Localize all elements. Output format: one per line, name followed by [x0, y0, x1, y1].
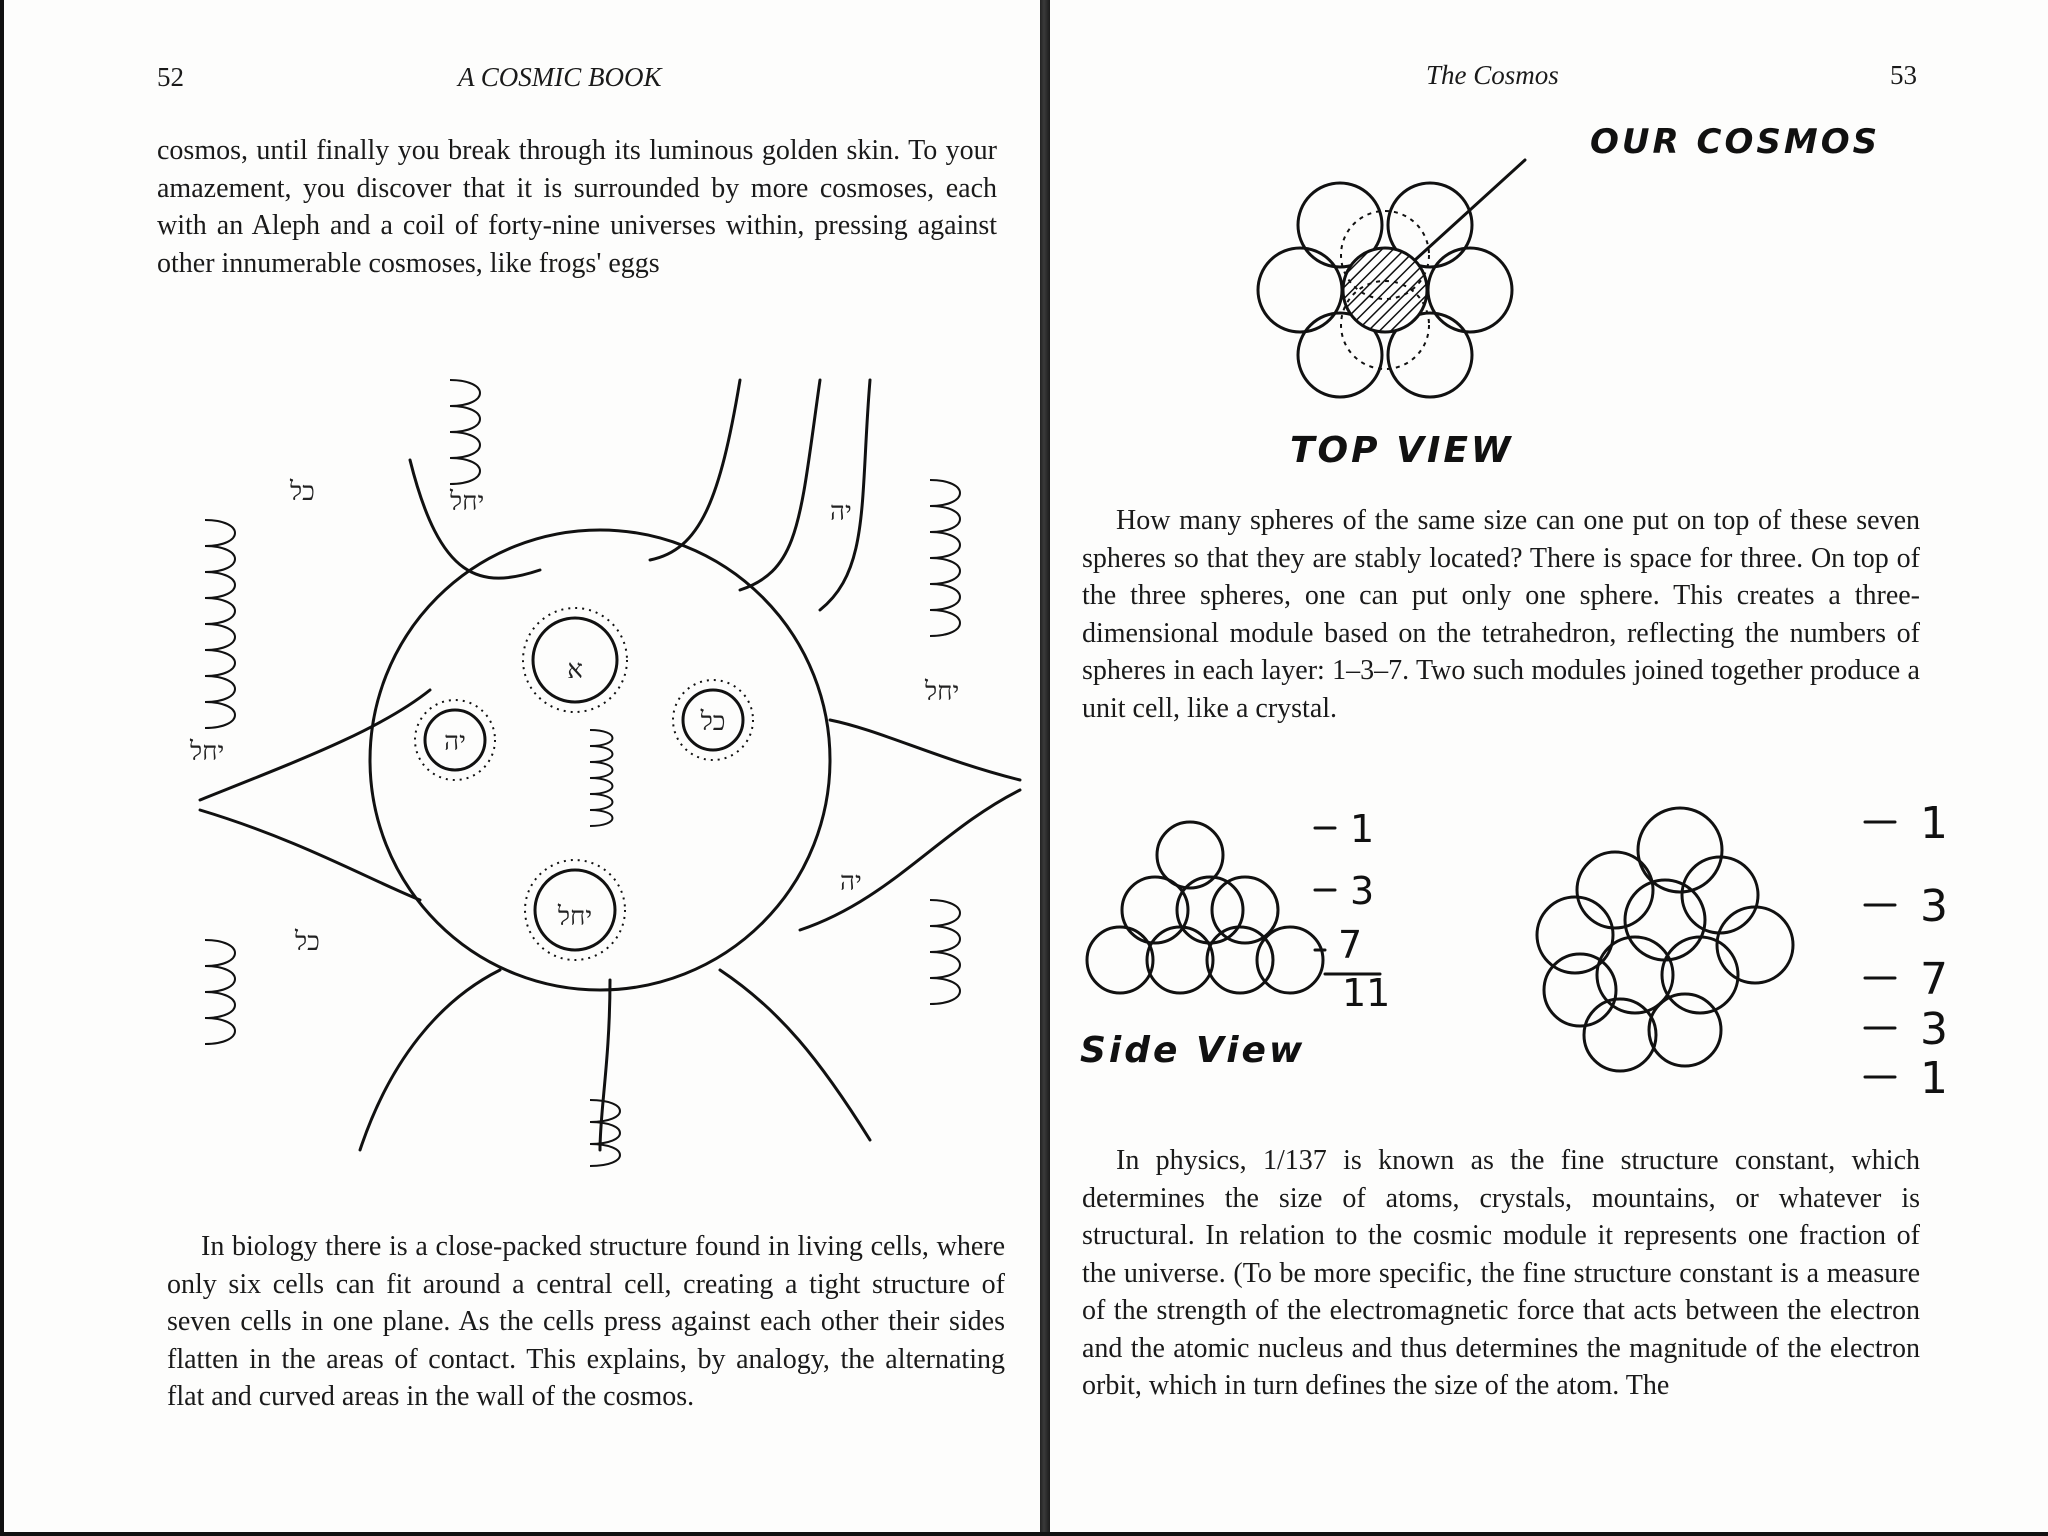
aleph-sunburst [523, 608, 627, 712]
right-paragraph-bottom: In physics, 1/137 is known as the fine structure constant, which determines the size of atoms, crystals, mountains, or whatever is structural. In relation to the cosmic module it represents one fraction of the universe. (To be more specific, the fine structure constant is a measure of the strength of the electromagnetic force that acts between the electron and the atomic nucleus and thus determines the magnitude of the electron orbit, which in turn defines the size of the atom. The [1082, 1145, 1920, 1401]
cell-sphere [1649, 994, 1721, 1066]
cosmos-wall-illustration [180, 360, 1020, 1200]
page-edge-bottom [0, 1532, 2048, 1536]
unit-cell-diagram [1520, 798, 1960, 1104]
side-count-7: 7 [1338, 923, 1363, 967]
cell-sphere [1717, 907, 1793, 983]
side-view-caption: Side View [1080, 1030, 1306, 1071]
sphere-right [1428, 248, 1512, 332]
left-page-number: 52 [157, 62, 184, 92]
side-view-diagram [1080, 807, 1400, 1015]
label-kol-2: כל [295, 927, 320, 957]
cell-count-3b: 3 [1920, 1004, 1948, 1055]
side-sphere [1087, 927, 1153, 993]
cell-sphere [1577, 852, 1653, 928]
label-yah-2: יה [840, 867, 862, 897]
right-running-head: The Cosmos [1426, 60, 1559, 90]
top-view-diagram [1240, 130, 1540, 430]
side-count-total: 11 [1342, 971, 1391, 1015]
cell-sphere [1682, 857, 1758, 933]
top-view-caption: TOP VIEW [1290, 430, 1514, 471]
cell-count-3: 3 [1920, 881, 1948, 932]
side-count-3: 3 [1350, 869, 1375, 913]
cell-count-1: 1 [1920, 798, 1948, 849]
cell-count-1b: 1 [1920, 1053, 1948, 1104]
left-running-head: A COSMIC BOOK [458, 62, 662, 92]
label-yachel-2: יחל [190, 737, 225, 767]
sunburst-right [673, 680, 753, 760]
cosmos-sphere [370, 530, 830, 990]
right-page [1050, 0, 2048, 1536]
cell-count-7: 7 [1920, 954, 1948, 1005]
sunburst-left [415, 700, 495, 780]
side-sphere [1207, 927, 1273, 993]
side-sphere [1257, 927, 1323, 993]
right-page-number: 53 [1890, 60, 1917, 90]
sphere-left [1258, 248, 1342, 332]
side-count-1: 1 [1350, 807, 1375, 851]
right-paragraph-middle: How many spheres of the same size can one put on top of these seven spheres so that they are stably located? There is space for three. On top of the three spheres, one can put only one sphere. This creates a three-dimensional module based on the tetrahedron, reflecting the numbers of spheres in each layer: 1–3–7. Two such modules joined together produce a unit cell, like a crystal. [1082, 505, 1920, 724]
label-yachel-3: יחל [925, 677, 960, 707]
sunburst-bottom-label: יחל [557, 902, 593, 932]
sunburst-right-label: כל [700, 707, 726, 737]
label-kol-1: כל [290, 477, 315, 507]
book-spine [1040, 0, 1050, 1536]
left-paragraph-bottom: In biology there is a close-packed structure found in living cells, where only six cells can fit around a central cell, creating a tight structure of seven cells in one plane. As the cells press against each other their sides flatten in the areas of contact. This explains, by analogy, the alternating flat and curved areas in the wall of the cosmos. [167, 1231, 1005, 1412]
label-yachel-1: יחל [450, 487, 485, 517]
sunburst-bottom [525, 860, 625, 960]
aleph-letter: א [567, 655, 583, 685]
left-paragraph-top: cosmos, until finally you break through its luminous golden skin. To your amazement, you discover that it is surrounded by more cosmoses, each with an Aleph and a coil of forty-nine universes within, pressing against other innumerable cosmoses, like frogs' eggs [157, 135, 997, 279]
callout-line [1415, 160, 1525, 260]
label-yah-1: יה [830, 497, 852, 527]
our-cosmos-label: OUR COSMOS [1590, 122, 1881, 162]
sunburst-left-label: יה [444, 727, 466, 757]
page-edge [0, 0, 4, 1536]
cell-sphere [1544, 954, 1616, 1026]
side-sphere [1147, 927, 1213, 993]
